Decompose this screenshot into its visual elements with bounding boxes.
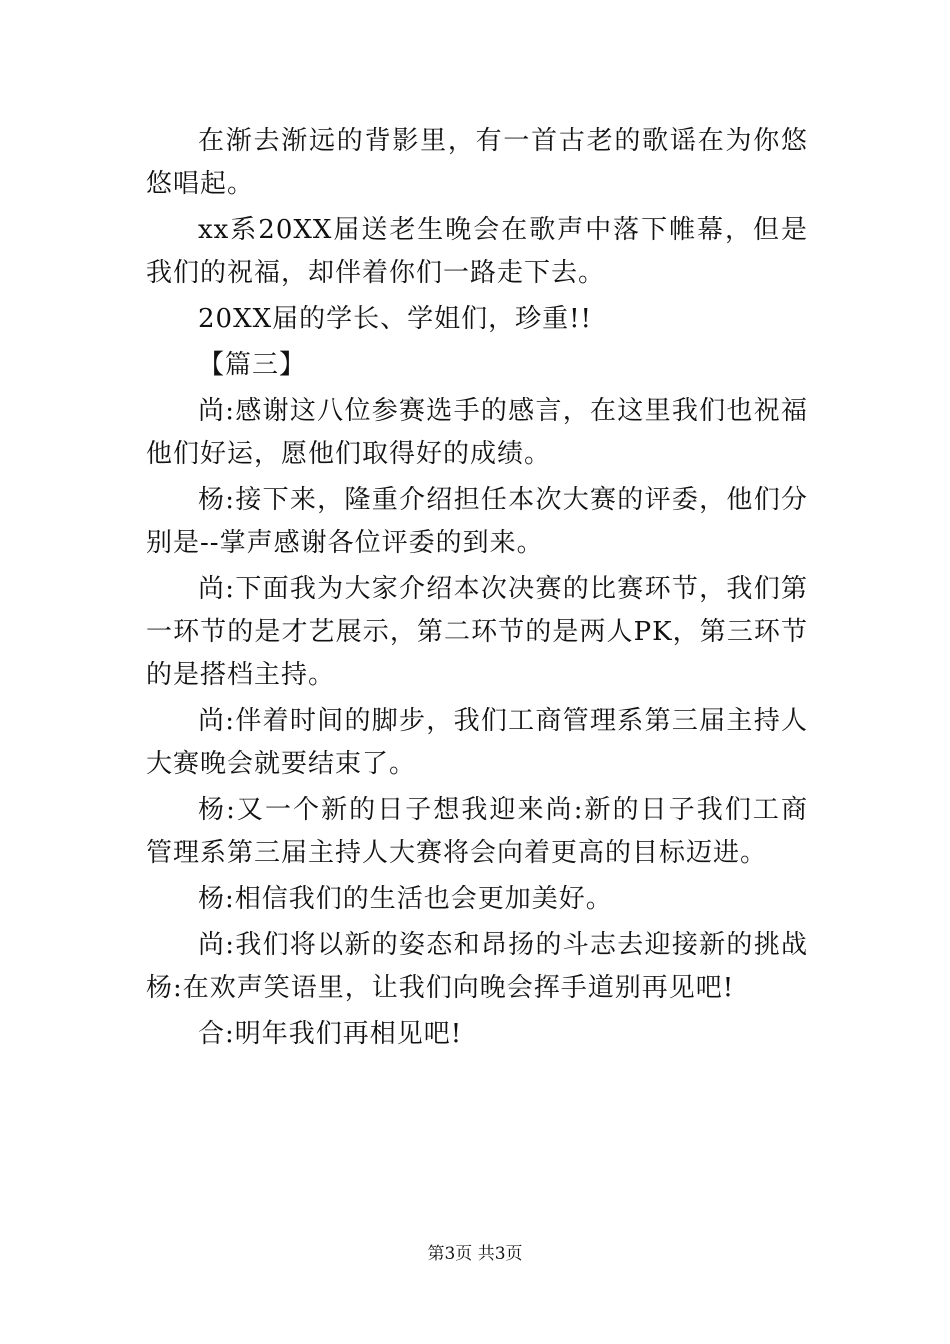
paragraph: 尚:下面我为大家介绍本次决赛的比赛环节，我们第一环节的是才艺展示，第二环节的是两人PK，第三环节的是搭档主持。 [146, 574, 808, 690]
page-footer [0, 1242, 950, 1266]
section-heading: 【篇三】 [198, 350, 307, 380]
paragraph: 尚:我们将以新的姿态和昂扬的斗志去迎接新的挑战杨:在欢声笑语里，让我们向晚会挥手道别再见吧! [146, 930, 808, 1003]
paragraph: 在渐去渐远的背影里，有一首古老的歌谣在为你悠悠唱起。 [146, 126, 808, 199]
paragraph: 杨:又一个新的日子想我迎来尚:新的日子我们工商管理系第三届主持人大赛将会向着更高的目标迈进。 [146, 795, 808, 868]
paragraph: 杨:相信我们的生活也会更加美好。 [198, 884, 613, 914]
paragraph: xx系20XX届送老生晚会在歌声中落下帷幕，但是我们的祝福，却伴着你们一路走下去。 [146, 215, 808, 288]
paragraph: 尚:伴着时间的脚步，我们工商管理系第三届主持人大赛晚会就要结束了。 [146, 706, 808, 779]
paragraph: 尚:感谢这八位参赛选手的感言，在这里我们也祝福他们好运，愿他们取得好的成绩。 [146, 396, 808, 469]
paragraph: 杨:接下来，隆重介绍担任本次大赛的评委，他们分别是--掌声感谢各位评委的到来。 [146, 485, 808, 558]
paragraph: 合:明年我们再相见吧! [198, 1019, 463, 1049]
paragraph: 20XX届的学长、学姐们，珍重!! [198, 304, 593, 334]
document-body [146, 120, 808, 1059]
page-number-label: 第3页 共3页 [427, 1244, 523, 1264]
